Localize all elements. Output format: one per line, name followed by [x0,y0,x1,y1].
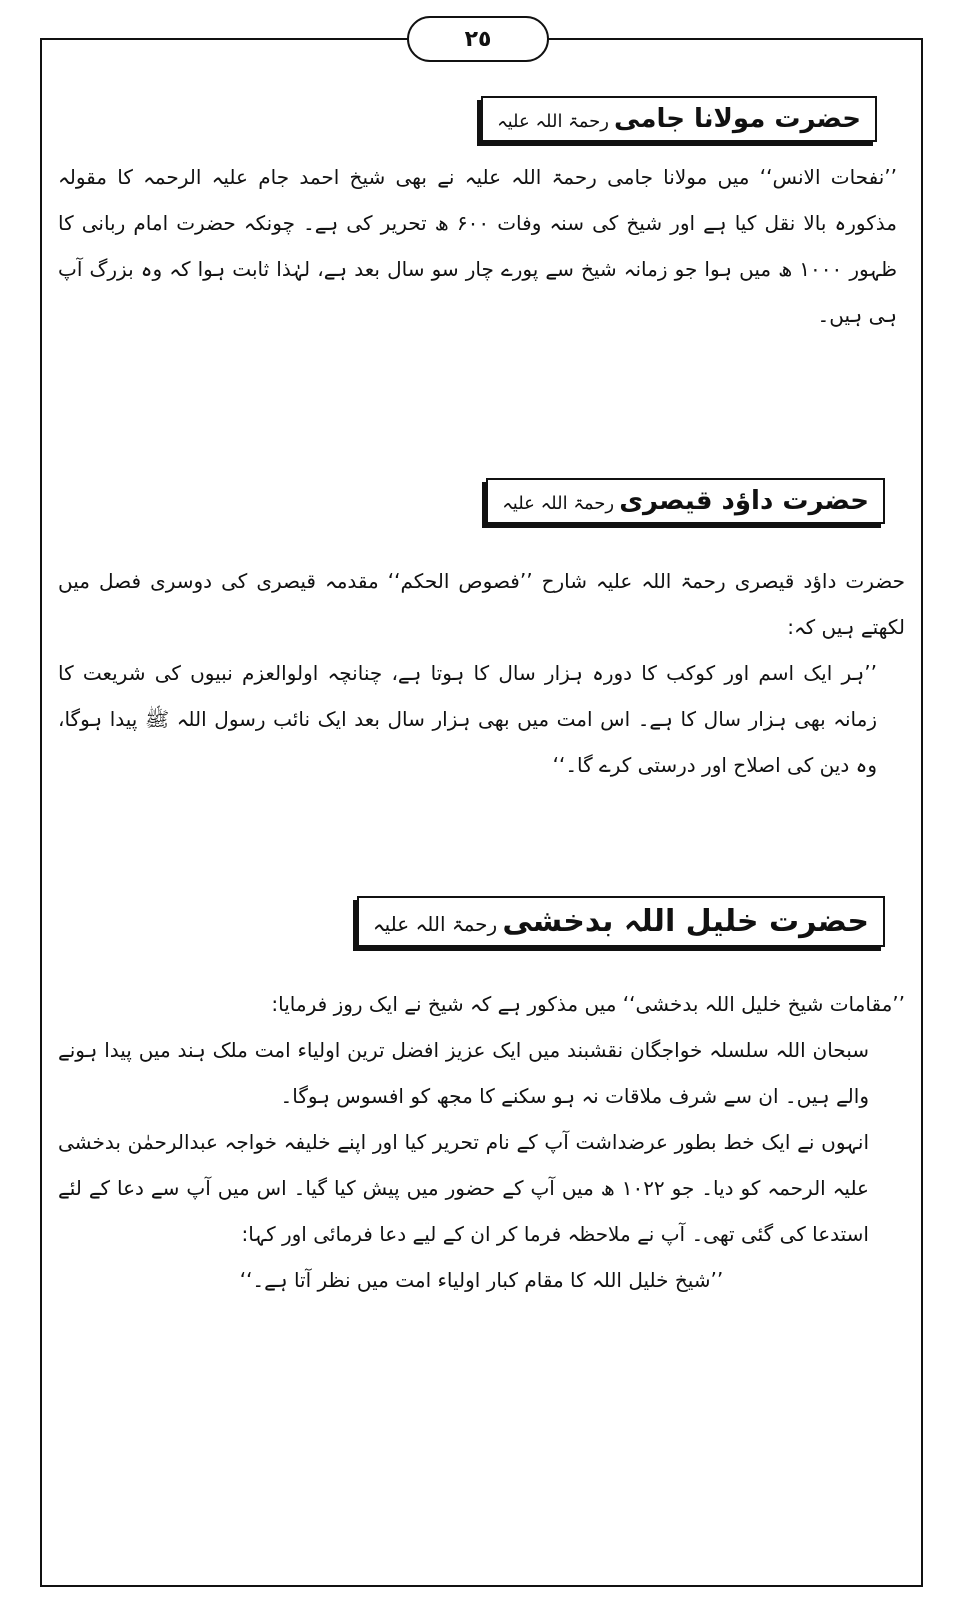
paragraph: ’’مقامات شیخ خلیل اللہ بدخشی‘‘ میں مذکور ہے کہ شیخ نے ایک روز فرمایا: [271,992,905,1016]
section-heading [357,896,885,947]
heading-title: حضرت داؤد قیصری [619,486,869,516]
page-number: ٢٥ [407,16,549,62]
quote-paragraph: ’’ہر ایک اسم اور کوکب کا دورہ ہزار سال کا ہوتا ہے، چنانچہ اولوالعزم نبیوں کی شریعت کا زمانہ بھی ہزار سال کا ہے۔ اس امت میں بھی ہزار سال بعد ایک نائب رسول اللہ ﷺ پیدا ہوگا، وہ دین کی اصلاح اور درستی کرے گا۔‘‘ [58,661,877,777]
section-dawud-qaisari [58,470,905,788]
section-khalil-badakhshi [58,888,905,1303]
paragraph: سبحان اللہ سلسلہ خواجگان نقشبند میں ایک عزیز افضل ترین اولیاء امت ملک ہند میں پیدا ہونے والے ہیں۔ ان سے شرف ملاقات نہ ہو سکنے کا مجھ کو افسوس ہوگا۔ [58,1038,869,1108]
paragraph: ’’نفحات الانس‘‘ میں مولانا جامی رحمۃ اللہ علیہ نے بھی شیخ احمد جام علیہ الرحمہ کا مقولہ مذکورہ بالا نقل کیا ہے اور شیخ کی سنہ وفات ۶۰۰ ھ تحریر کی ہے۔ چونکہ حضرت امام ربانی کا ظہور ۱۰۰۰ ھ میں ہوا جو زمانہ شیخ سے پورے چار سو سال بعد ہے، لہٰذا ثابت ہوا کہ وہ بزرگ آپ ہی ہیں۔ [58,165,897,327]
section-heading [481,96,877,142]
quote-paragraph: ’’شیخ خلیل اللہ کا مقام کبار اولیاء امت میں نظر آتا ہے۔‘‘ [239,1268,724,1292]
section-maulana-jami [58,88,897,338]
section-heading [486,478,885,524]
heading-honorific: رحمۃ اللہ علیہ [497,111,609,132]
heading-title: حضرت مولانا جامی [614,104,861,134]
paragraph: انہوں نے ایک خط بطور عرضداشت آپ کے نام تحریر کیا اور اپنے خلیفہ خواجہ عبدالرحمٰن بدخشی علیہ الرحمہ کو دیا۔ جو ۱۰۲۲ ھ میں آپ کے حضور میں پیش کیا گیا۔ اس میں آپ سے دعا کے لئے استدعا کی گئی تھی۔ آپ نے ملاحظہ فرما کر ان کے لیے دعا فرمائی اور کہا: [58,1130,869,1246]
heading-honorific: رحمۃ اللہ علیہ [502,493,615,514]
heading-title: حضرت خلیل اللہ بدخشی [502,904,869,939]
heading-honorific: رحمۃ اللہ علیہ [372,912,498,936]
page-content [58,78,905,1578]
paragraph: حضرت داؤد قیصری رحمۃ اللہ علیہ شارح ’’فصوص الحکم‘‘ مقدمہ قیصری کی دوسری فصل میں لکھتے ہیں کہ: [58,569,905,639]
